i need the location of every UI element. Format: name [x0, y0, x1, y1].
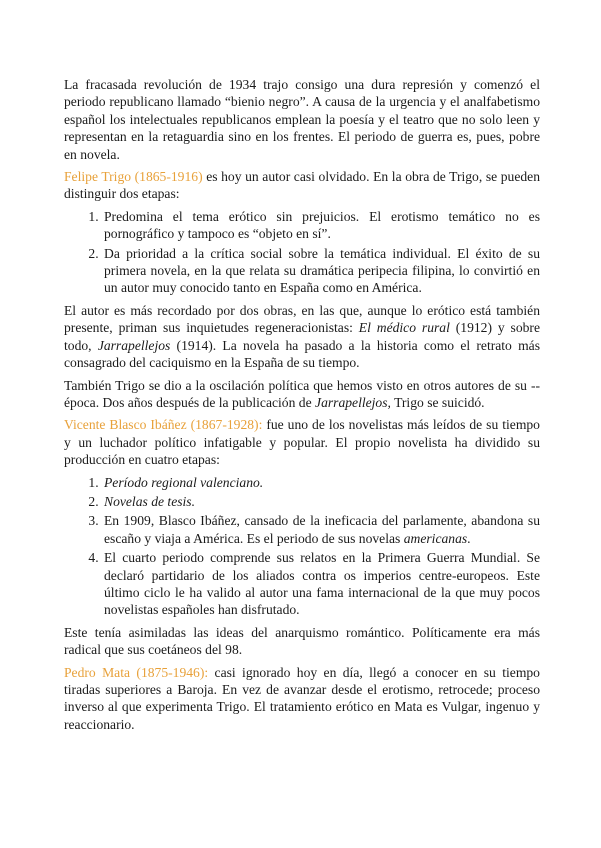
stage-3-emphasis: americanas: [403, 530, 468, 546]
stage-2-text: Novelas de tesis.: [104, 493, 195, 509]
trigo-end-text-1: También Trigo se dio a la oscilación política que hemos visto en otros autores de su --época. Dos años después de la publicación de: [64, 377, 540, 410]
trigo-intro-text: es hoy un autor casi olvidado. En la obra de Trigo, se pueden distinguir dos etapas:: [64, 169, 541, 202]
stage-3-text: En 1909, Blasco Ibáñez, cansado de la ineficacia del parlamente, abandona su escaño y viaja a América. Es el periodo de sus novelas: [104, 513, 540, 546]
trigo-stages-list: [64, 208, 540, 297]
list-item: 4. El cuarto periodo comprende sus relatos en la Primera Guerra Mundial. Se declaró partidario de los aliados contra os imperios centre-europeos. Este último ciclo le ha valido al autor una fama internacional de la que muy pocos novelistas españoles han disfrutado.: [102, 549, 540, 619]
trigo-works-text-1: El autor es más recordado por dos obras, en las que, aunque lo erótico está también presente, priman sus inquietudes regeneracionistas:: [64, 302, 540, 336]
work-title-jarrapellejos: Jarrapellejos: [97, 337, 171, 353]
trigo-end-text-2: Trigo se suicidó.: [390, 394, 485, 410]
blasco-stages-list: [64, 474, 540, 619]
trigo-works-text-3: (1914). La novela ha pasado a la historia como el retrato más consagrado del caciquismo en la España de su tiempo.: [64, 337, 540, 371]
trigo-works-paragraph: [64, 302, 540, 372]
blasco-intro-text: fue uno de los novelistas más leídos de su tiempo y un luchador político infatigable y popular. El propio novelista ha dividido su producción en cuatro etapas:: [64, 417, 540, 468]
work-title-medico-rural: El médico rural: [358, 320, 450, 336]
trigo-end-paragraph: [64, 377, 540, 412]
list-item: 2. Da prioridad a la crítica social sobre la temática individual. El éxito de su primera novela, en la que relata su dramática peripecia filipina, lo convirtió en un autor muy conocido tanto en España como en América.: [102, 245, 540, 297]
author-name-mata: Pedro Mata (1875-1946):: [64, 664, 209, 680]
list-item: 1. Predomina el tema erótico sin prejuicios. El erotismo temático no es pornográfico y tampoco es “objeto en sí”.: [102, 208, 540, 243]
list-item: [102, 512, 540, 547]
intro-paragraph: La fracasada revolución de 1934 trajo consigo una dura represión y comenzó el periodo republicano llamado “bienio negro”. A causa de la urgencia y el analfabetismo español los intelectuales republicanos emplean la poesía y el teatro que no solo leen y representan en la retaguardia sino en los frentes. El periodo de guerra es, pues, pobre en novela.: [64, 77, 540, 162]
mata-text: casi ignorado hoy en día, llegó a conocer en su tiempo tiradas superiores a Baroja. En vez de avanzar desde el erotismo, retrocede; proceso inverso al que experimenta Trigo. El tratamiento erótico en Mata es Vulgar, ingenuo y reaccionario.: [64, 664, 540, 732]
trigo-intro-paragraph: [64, 168, 540, 203]
blasco-closing-paragraph: Este tenía asimiladas las ideas del anarquismo romántico. Políticamente era más radical que sus coetáneos del 98.: [64, 624, 540, 658]
author-name-blasco: Vicente Blasco Ibáñez (1867-1928):: [64, 417, 263, 433]
author-name-trigo: Felipe Trigo (1865-1916): [64, 169, 203, 185]
work-title-jarrapellejos-2: Jarrapellejos,: [315, 394, 391, 410]
stage-1-text: Período regional valenciano.: [104, 474, 264, 490]
trigo-works-text-2: (1912) y sobre todo,: [64, 320, 540, 353]
list-item: [102, 474, 540, 491]
list-item: [102, 493, 540, 510]
document-page: [64, 76, 540, 738]
mata-paragraph: [64, 664, 540, 734]
blasco-intro-paragraph: [64, 416, 540, 468]
stage-3-end: .: [467, 530, 471, 546]
